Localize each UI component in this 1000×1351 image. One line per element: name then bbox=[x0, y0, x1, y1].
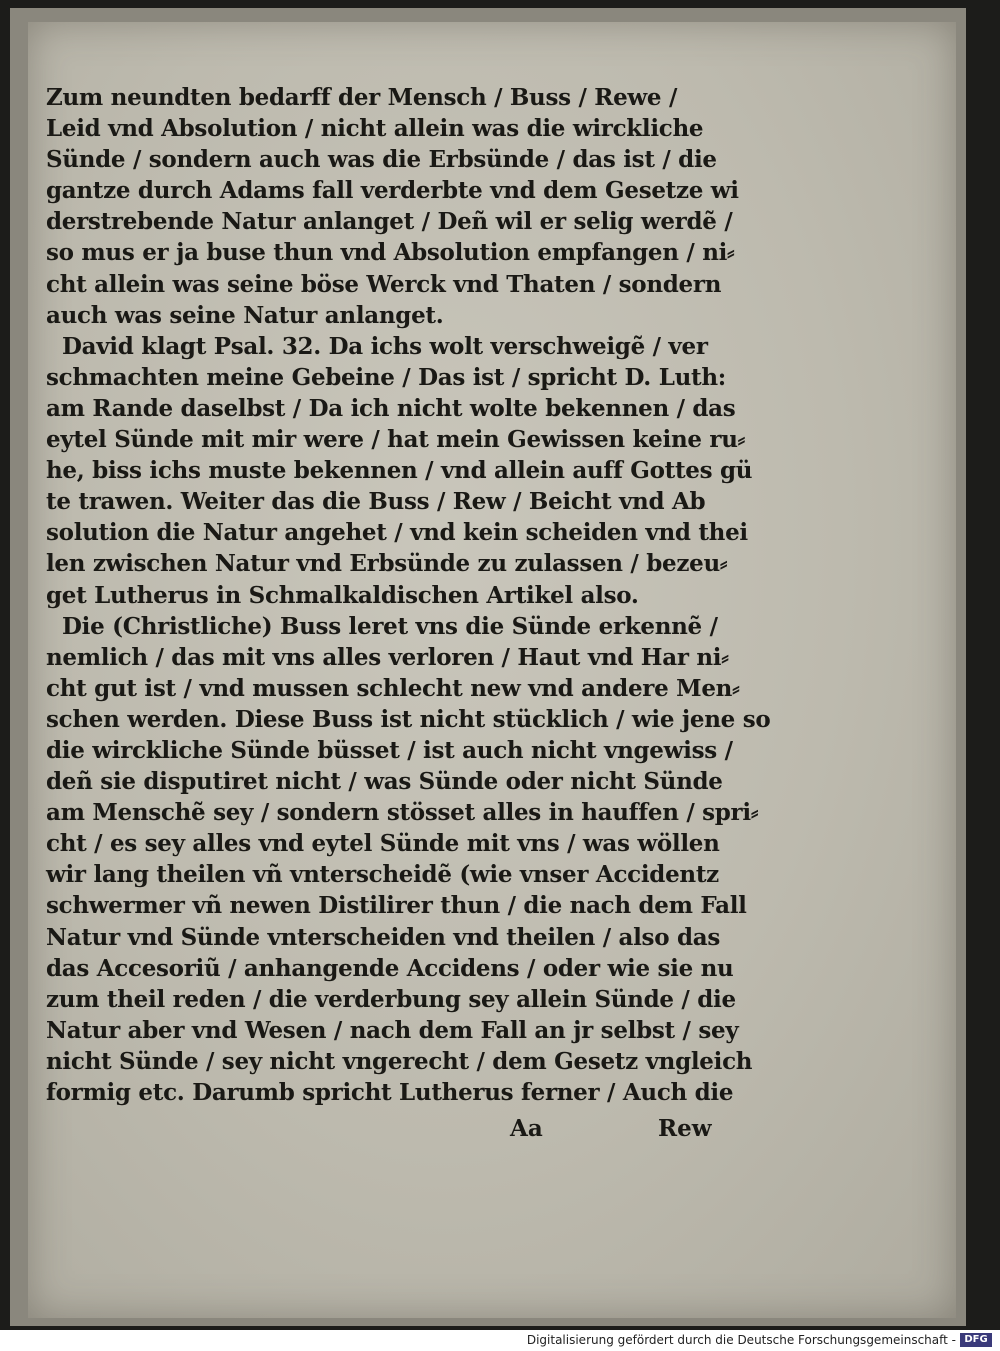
text-line: das Accesoriũ / anhangende Accidens / oder wie sie nu bbox=[46, 954, 734, 982]
text-line: am Rande daselbst / Da ich nicht wolte bekennen / das bbox=[46, 394, 736, 422]
text-line: eytel Sünde mit mir were / hat mein Gewissen keine ru⸗ bbox=[46, 426, 746, 454]
text-line: derstrebende Natur anlanget / Deñ wil er selig werdẽ / bbox=[46, 208, 733, 236]
text-line: Die (Christliche) Buss leret vns die Sünde erkennẽ / bbox=[62, 612, 718, 640]
text-line: am Menschẽ sey / sondern stösset alles in hauffen / spri⸗ bbox=[46, 799, 759, 827]
text-line: zum theil reden / die verderbung sey allein Sünde / die bbox=[46, 985, 736, 1013]
text-line: solution die Natur angehet / vnd kein scheiden vnd thei bbox=[46, 519, 748, 547]
text-line: te trawen. Weiter das die Buss / Rew / Beicht vnd Ab bbox=[46, 488, 706, 516]
text-line: schen werden. Diese Buss ist nicht stücklich / wie jene so bbox=[46, 705, 771, 733]
text-line: len zwischen Natur vnd Erbsünde zu zulassen / bezeu⸗ bbox=[46, 550, 728, 578]
text-line: die wirckliche Sünde büsset / ist auch nicht vngewiss / bbox=[46, 736, 733, 764]
text-line: so mus er ja buse thun vnd Absolution empfangen / ni⸗ bbox=[46, 239, 735, 267]
text-line: Sünde / sondern auch was die Erbsünde / das ist / die bbox=[46, 146, 717, 174]
signature-mark: Aa bbox=[510, 1115, 543, 1142]
page-text bbox=[46, 82, 771, 1108]
text-line: Leid vnd Absolution / nicht allein was die wirckliche bbox=[46, 115, 704, 143]
text-line: schmachten meine Gebeine / Das ist / spricht D. Luth: bbox=[46, 363, 726, 391]
footer-bar bbox=[0, 1330, 1000, 1351]
text-line: David klagt Psal. 32. Da ichs wolt verschweigẽ / ver bbox=[62, 332, 708, 360]
catch-line bbox=[28, 1115, 728, 1147]
text-line: Natur vnd Sünde vnterscheiden vnd theilen / also das bbox=[46, 923, 720, 951]
text-line: deñ sie disputiret nicht / was Sünde oder nicht Sünde bbox=[46, 768, 723, 796]
book-page bbox=[28, 22, 956, 1318]
text-line: get Lutherus in Schmalkaldischen Artikel also. bbox=[46, 581, 639, 609]
text-line: Natur aber vnd Wesen / nach dem Fall an jr selbst / sey bbox=[46, 1016, 739, 1044]
text-line: formig etc. Darumb spricht Lutherus ferner / Auch die bbox=[46, 1079, 734, 1106]
funding-credit: Digitalisierung gefördert durch die Deutsche Forschungsgemeinschaft - bbox=[526, 1333, 956, 1347]
text-line: he, biss ichs muste bekennen / vnd allein auff Gottes gü bbox=[46, 457, 753, 485]
text-line: cht allein was seine böse Werck vnd Thaten / sondern bbox=[46, 270, 722, 298]
page-edge bbox=[10, 8, 966, 1326]
dfg-logo-icon: DFG bbox=[960, 1333, 992, 1347]
catchword: Rew bbox=[658, 1115, 712, 1142]
text-line: gantze durch Adams fall verderbte vnd dem Gesetze wi bbox=[46, 177, 739, 205]
text-line: cht / es sey alles vnd eytel Sünde mit vns / was wöllen bbox=[46, 830, 720, 858]
text-line: nicht Sünde / sey nicht vngerecht / dem Gesetz vngleich bbox=[46, 1047, 753, 1075]
text-line: schwermer vñ newen Distilirer thun / die nach dem Fall bbox=[46, 892, 747, 920]
text-line: Zum neundten bedarff der Mensch / Buss / Rewe / bbox=[46, 84, 678, 111]
text-line: auch was seine Natur anlanget. bbox=[46, 301, 444, 329]
text-line: nemlich / das mit vns alles verloren / Haut vnd Har ni⸗ bbox=[46, 643, 729, 671]
text-line: cht gut ist / vnd mussen schlecht new vnd andere Men⸗ bbox=[46, 674, 740, 702]
text-line: wir lang theilen vñ vnterscheidẽ (wie vnser Accidentz bbox=[46, 861, 719, 889]
